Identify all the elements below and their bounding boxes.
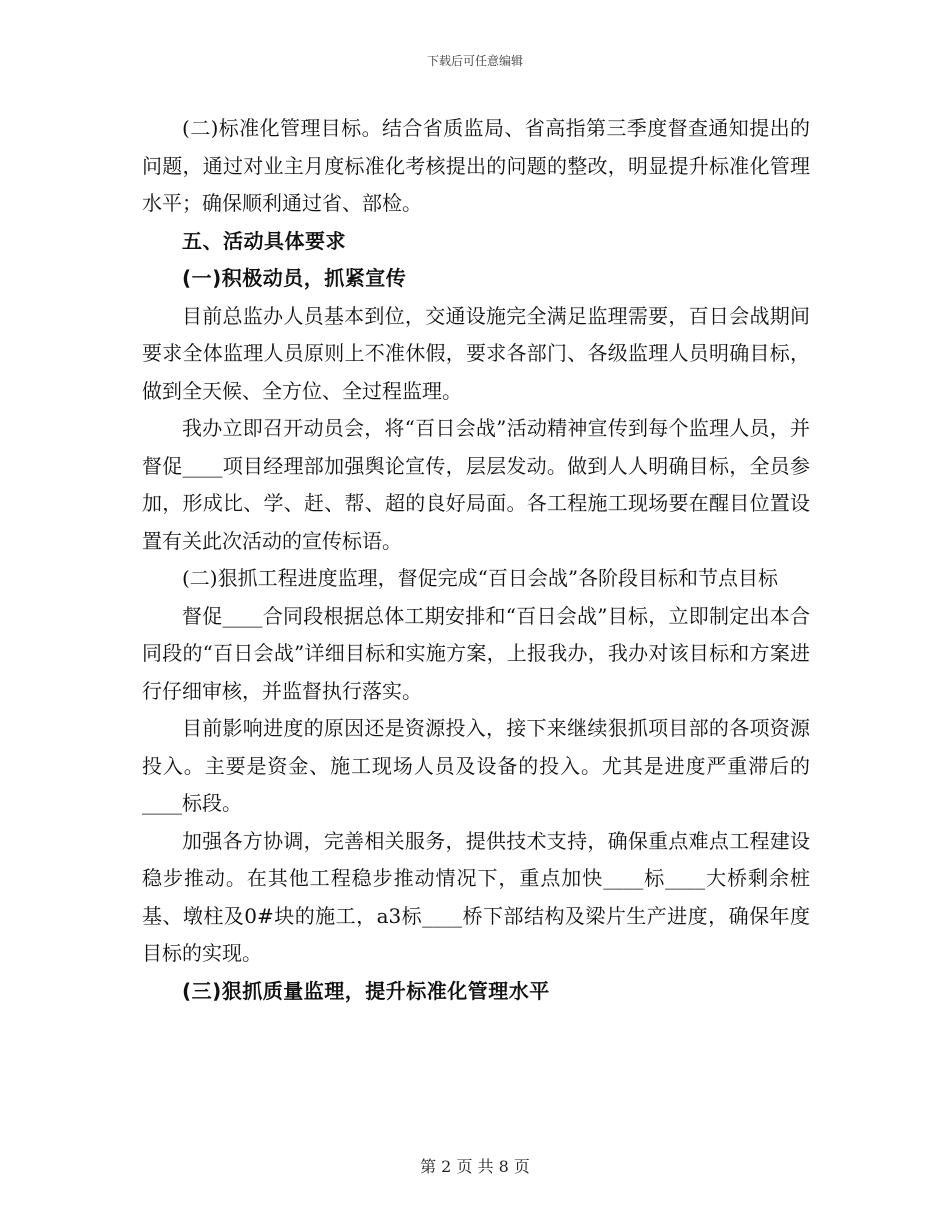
paragraph-progress-supervision-title: (二)狠抓工程进度监理，督促完成“百日会战”各阶段目标和节点目标 xyxy=(182,566,779,590)
document-body xyxy=(142,110,810,1010)
subheading-mobilization: (一)积极动员，抓紧宣传 xyxy=(182,266,407,290)
paragraph-coordination: 加强各方协调，完善相关服务，提供技术支持，确保重点难点工程建设稳步推动。在其他工程稳步推动情况下，重点加快____标____大桥剩余桩基、墩柱及0#块的施工，a3标____桥下部结构及梁片生产进度，确保年度目标的实现。 xyxy=(142,828,810,965)
section-heading-requirements: 五、活动具体要求 xyxy=(182,228,346,253)
paragraph-resource-input: 目前影响进度的原因还是资源投入，接下来继续狠抓项目部的各项资源投入。主要是资金、施工现场人员及设备的投入。尤其是进度严重滞后的____标段。 xyxy=(142,716,810,815)
subheading-quality-supervision: (三)狠抓质量监理，提升标准化管理水平 xyxy=(182,978,550,1003)
paragraph-contract-section-plan: 督促____合同段根据总体工期安排和“百日会战”目标，立即制定出本合同段的“百日会战”详细目标和实施方案，上报我办，我办对该目标和方案进行仔细审核，并监督执行落实。 xyxy=(142,603,810,703)
page-footer: 第 2 页 共 8 页 xyxy=(420,1157,530,1176)
paragraph-mobilization-meeting: 我办立即召开动员会，将“百日会战”活动精神宣传到每个监理人员，并督促____项目经理部加强舆论宣传，层层发动。做到人人明确目标，全员参加，形成比、学、赶、帮、超的良好局面。各工程施工现场要在醒目位置设置有关此次活动的宣传标语。 xyxy=(142,416,810,553)
paragraph-staffing: 目前总监办人员基本到位，交通设施完全满足监理需要，百日会战期间要求全体监理人员原则上不准休假，要求各部门、各级监理人员明确目标，做到全天候、全方位、全过程监理。 xyxy=(142,303,810,403)
paragraph-standardization-goal: (二)标准化管理目标。结合省质监局、省高指第三季度督查通知提出的问题，通过对业主月度标准化考核提出的问题的整改，明显提升标准化管理水平；确保顺利通过省、部检。 xyxy=(142,116,810,215)
page-header: 下载后可任意编辑 xyxy=(426,54,523,68)
